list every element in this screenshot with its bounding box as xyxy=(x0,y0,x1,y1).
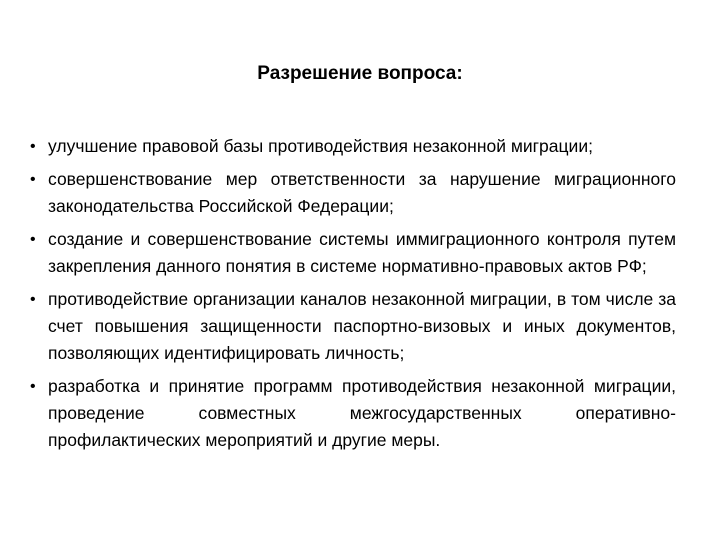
bullet-item xyxy=(30,133,676,160)
slide-title: Разрешение вопроса: xyxy=(257,63,463,84)
bullet-item xyxy=(30,166,676,220)
bullet-text: противодействие организации каналов незаконной миграции, в том числе за счет повышения защищенности паспортно-визовых и иных документов, позволяющих идентифицировать личность; xyxy=(48,289,676,363)
bullet-icon: • xyxy=(30,291,36,308)
bullet-text: совершенствование мер ответственности за нарушение миграционного законодательства Российской Федерации; xyxy=(48,169,676,216)
bullet-text: создание и совершенствование системы иммиграционного контроля путем закрепления данного понятия в системе нормативно-правовых актов РФ; xyxy=(48,229,676,276)
bullet-text: улучшение правовой базы противодействия незаконной миграции; xyxy=(48,136,593,156)
bullet-item xyxy=(30,286,676,367)
bullet-item xyxy=(30,373,676,454)
bullet-icon: • xyxy=(30,231,36,248)
bullet-list xyxy=(30,133,676,460)
bullet-text: разработка и принятие программ противодействия незаконной миграции, проведение совместных межгосударственных оперативно-профилактических мероприятий и другие меры. xyxy=(48,376,676,450)
bullet-icon: • xyxy=(30,378,36,395)
bullet-icon: • xyxy=(30,171,36,188)
bullet-item xyxy=(30,226,676,280)
bullet-icon: • xyxy=(30,138,36,155)
